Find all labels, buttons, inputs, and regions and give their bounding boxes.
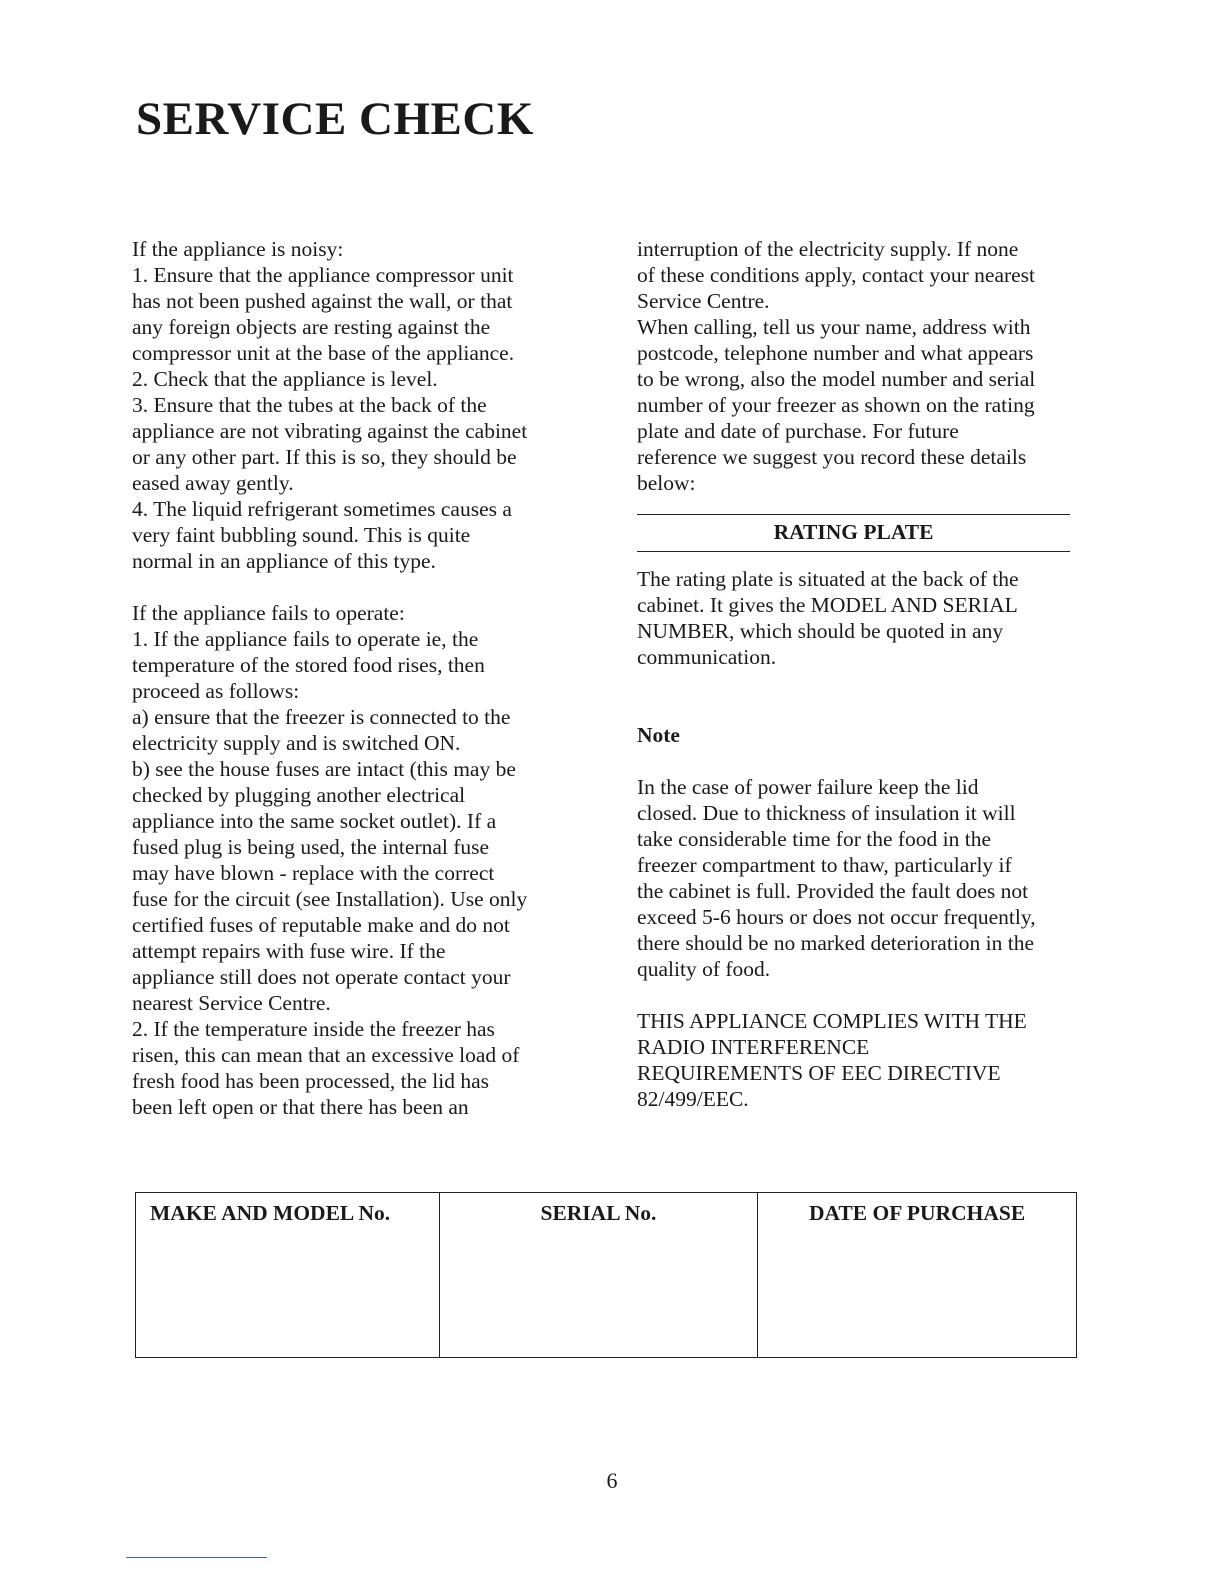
text-line: exceed 5-6 hours or does not occur frequently, <box>637 905 1036 929</box>
text-line: NUMBER, which should be quoted in any <box>637 619 1004 643</box>
text-line: RADIO INTERFERENCE <box>637 1035 870 1059</box>
text-line: or any other part. If this is so, they should be <box>132 445 517 469</box>
table-row <box>136 1193 1077 1358</box>
text-line: closed. Due to thickness of insulation it will <box>637 801 1016 825</box>
text-line: checked by plugging another electrical <box>132 783 466 807</box>
text-line: take considerable time for the food in the <box>637 827 992 851</box>
spacer <box>637 982 1077 1008</box>
purchase-details-table <box>135 1192 1077 1358</box>
text-line: 2. Check that the appliance is level. <box>132 367 438 391</box>
text-line: eased away gently. <box>132 471 294 495</box>
text-line: 3. Ensure that the tubes at the back of the <box>132 393 487 417</box>
text-line: plate and date of purchase. For future <box>637 419 959 443</box>
text-line: below: <box>637 471 696 495</box>
text-line: electricity supply and is switched ON. <box>132 731 461 755</box>
spacer <box>132 574 592 600</box>
text-line: If the appliance is noisy: <box>132 237 344 261</box>
text-line: reference we suggest you record these details <box>637 445 1027 469</box>
text-line: number of your freezer as shown on the rating <box>637 393 1035 417</box>
serial-number-cell: SERIAL No. <box>439 1193 757 1358</box>
make-model-cell: MAKE AND MODEL No. <box>150 1201 391 1225</box>
text-line: interruption of the electricity supply. If none <box>637 237 1019 261</box>
page-title: SERVICE CHECK <box>136 93 534 145</box>
text-line: fuse for the circuit (see Installation). Use only <box>132 887 528 911</box>
text-line: the cabinet is full. Provided the fault does not <box>637 879 1029 903</box>
text-line: normal in an appliance of this type. <box>132 549 436 573</box>
right-column <box>637 236 1077 1112</box>
text-line: 1. If the appliance fails to operate ie, the <box>132 627 479 651</box>
text-line: compressor unit at the base of the appliance. <box>132 341 515 365</box>
page-number: 6 <box>606 1468 618 1493</box>
text-line: 2. If the temperature inside the freezer has <box>132 1017 495 1041</box>
date-of-purchase-cell: DATE OF PURCHASE <box>758 1193 1077 1358</box>
text-line: appliance are not vibrating against the cabinet <box>132 419 528 443</box>
text-line: cabinet. It gives the MODEL AND SERIAL <box>637 593 1018 617</box>
spacer <box>637 748 1077 774</box>
text-line: proceed as follows: <box>132 679 300 703</box>
text-line: postcode, telephone number and what appears <box>637 341 1034 365</box>
text-line: a) ensure that the freezer is connected to the <box>132 705 511 729</box>
text-line: When calling, tell us your name, address with <box>637 315 1031 339</box>
rating-plate-section <box>637 566 1077 670</box>
text-line: Service Centre. <box>637 289 770 313</box>
text-line: risen, this can mean that an excessive load of <box>132 1043 520 1067</box>
text-line: The rating plate is situated at the back of the <box>637 567 1019 591</box>
rating-plate-heading: RATING PLATE <box>637 514 1070 552</box>
text-line: any foreign objects are resting against the <box>132 315 491 339</box>
text-line: If the appliance fails to operate: <box>132 601 405 625</box>
text-line: In the case of power failure keep the lid <box>637 775 979 799</box>
left-column <box>132 236 592 1120</box>
text-line: attempt repairs with fuse wire. If the <box>132 939 446 963</box>
text-line: has not been pushed against the wall, or that <box>132 289 513 313</box>
service-centre-section <box>637 236 1077 496</box>
text-line: communication. <box>637 645 777 669</box>
note-section <box>637 774 1077 982</box>
noisy-section <box>132 236 592 574</box>
text-line: nearest Service Centre. <box>132 991 331 1015</box>
text-line: 4. The liquid refrigerant sometimes causes a <box>132 497 512 521</box>
text-line: fused plug is being used, the internal fuse <box>132 835 490 859</box>
spacer <box>637 670 1077 722</box>
text-line: temperature of the stored food rises, then <box>132 653 485 677</box>
fails-to-operate-section <box>132 600 592 1120</box>
note-heading: Note <box>637 723 680 747</box>
text-line: to be wrong, also the model number and serial <box>637 367 1036 391</box>
text-line: of these conditions apply, contact your nearest <box>637 263 1036 287</box>
text-line: 1. Ensure that the appliance compressor unit <box>132 263 514 287</box>
text-line: freezer compartment to thaw, particularly if <box>637 853 1012 877</box>
text-line: may have blown - replace with the correct <box>132 861 495 885</box>
text-line: appliance into the same socket outlet). If a <box>132 809 497 833</box>
text-line: very faint bubbling sound. This is quite <box>132 523 471 547</box>
text-line: quality of food. <box>637 957 771 981</box>
text-line: appliance still does not operate contact your <box>132 965 511 989</box>
text-line: certified fuses of reputable make and do not <box>132 913 510 937</box>
text-line: there should be no marked deterioration in the <box>637 931 1035 955</box>
text-line: THIS APPLIANCE COMPLIES WITH THE <box>637 1009 1027 1033</box>
text-line: REQUIREMENTS OF EEC DIRECTIVE <box>637 1061 1001 1085</box>
compliance-section <box>637 1008 1077 1112</box>
text-line: fresh food has been processed, the lid has <box>132 1069 490 1093</box>
footnote-divider <box>126 1557 267 1558</box>
text-line: b) see the house fuses are intact (this may be <box>132 757 516 781</box>
text-line: been left open or that there has been an <box>132 1095 469 1119</box>
text-line: 82/499/EEC. <box>637 1087 749 1111</box>
